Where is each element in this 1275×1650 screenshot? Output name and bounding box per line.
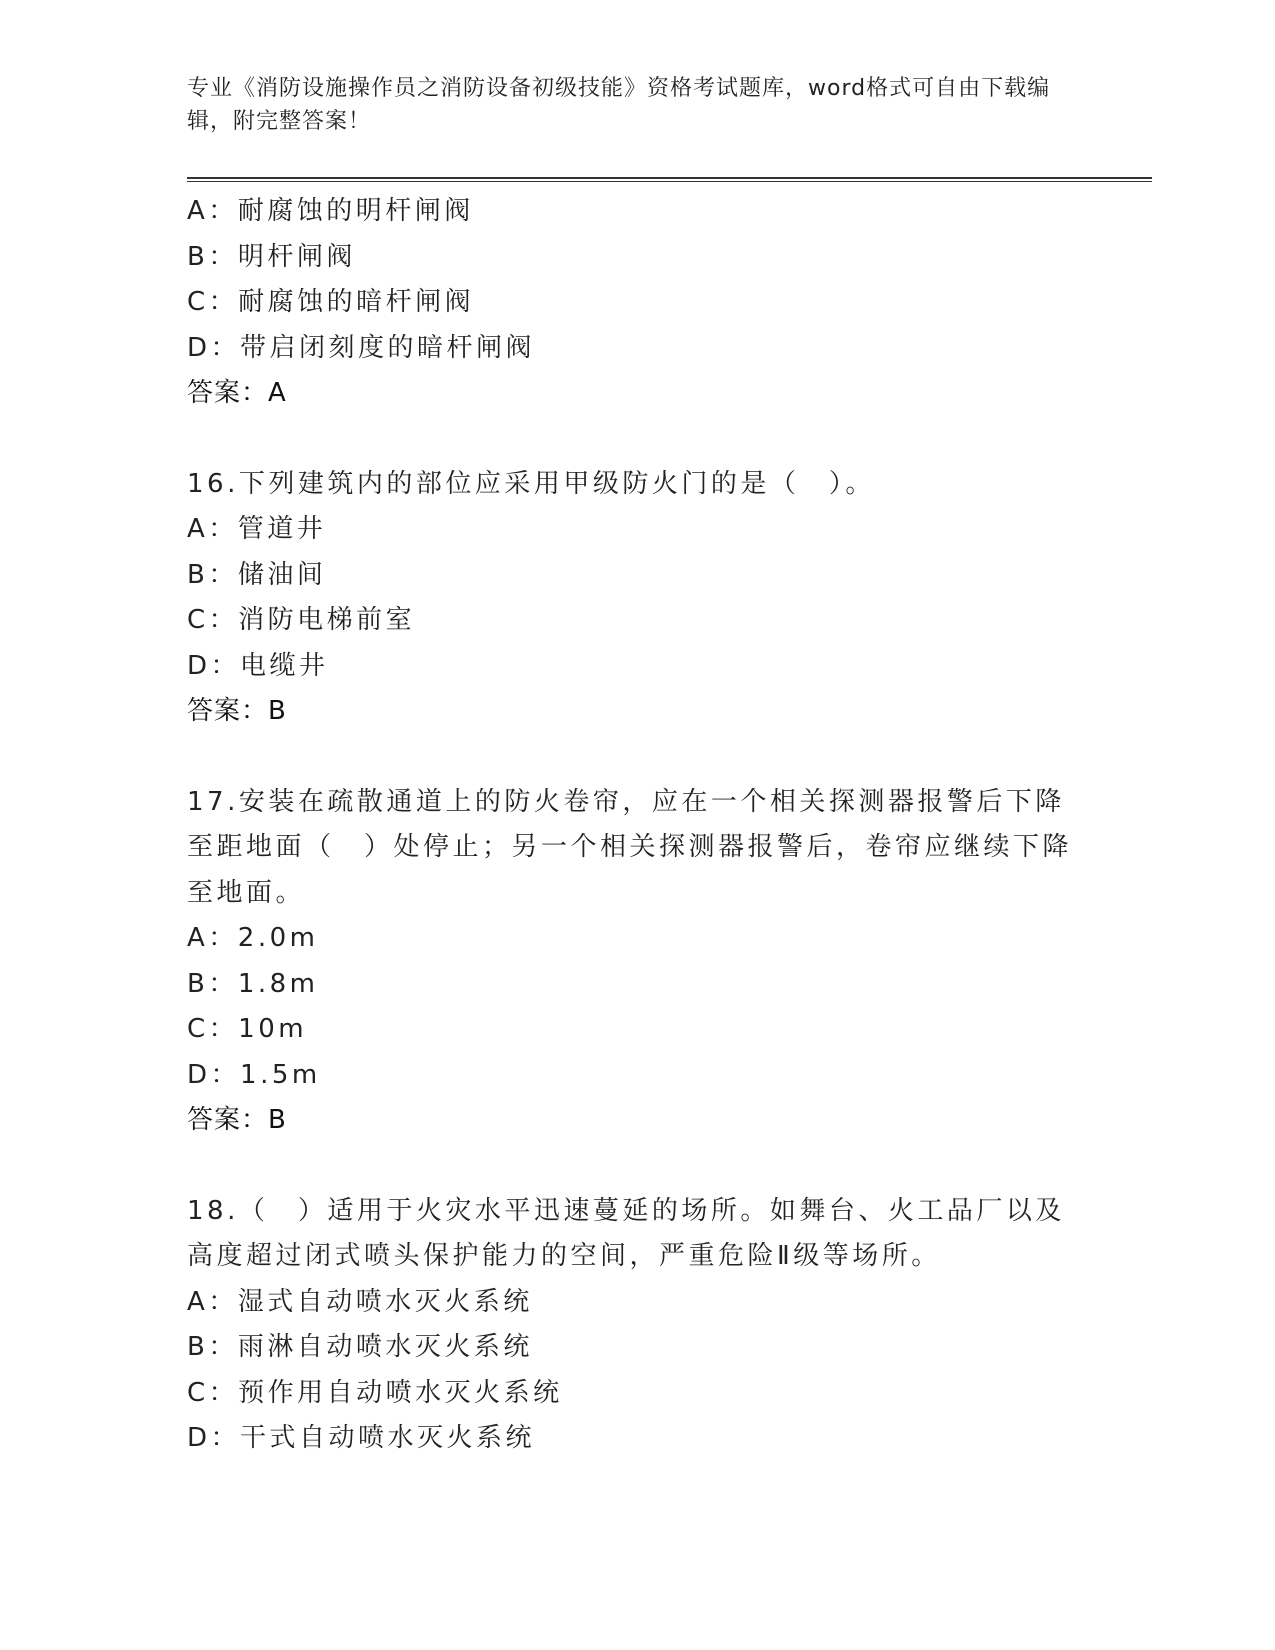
question-stem: 17.安装在疏散通道上的防火卷帘，应在一个相关探测器报警后下降至距地面（ ）处停止；另一个相关探测器报警后，卷帘应继续下降至地面。 bbox=[187, 786, 1073, 908]
option-a: A：2.0m bbox=[187, 923, 319, 953]
option-c: C：预作用自动喷水灭火系统 bbox=[187, 1377, 563, 1408]
option-a: A：湿式自动喷水灭火系统 bbox=[187, 1286, 533, 1317]
option-b: B：明杆闸阀 bbox=[187, 241, 356, 272]
option-d: D：干式自动喷水灭火系统 bbox=[187, 1423, 536, 1453]
option-b: B：储油间 bbox=[187, 559, 327, 590]
option-d: D：1.5m bbox=[187, 1059, 321, 1090]
answer: 答案：B bbox=[187, 696, 287, 726]
option-d: D：电缆井 bbox=[187, 650, 329, 681]
question-content bbox=[187, 189, 1087, 1462]
answer: 答案：B bbox=[187, 1105, 287, 1135]
spacer bbox=[187, 417, 1087, 462]
header-divider-thin bbox=[187, 181, 1152, 182]
option-c: C：耐腐蚀的暗杆闸阀 bbox=[187, 287, 475, 317]
spacer bbox=[187, 1144, 1087, 1189]
document-header: 专业《消防设施操作员之消防设备初级技能》资格考试题库，word格式可自由下载编辑，附完整答案！ bbox=[187, 76, 1051, 134]
option-c: C：10m bbox=[187, 1014, 308, 1044]
spacer bbox=[187, 735, 1087, 780]
option-b: B：1.8m bbox=[187, 968, 319, 999]
question-stem: 16.下列建筑内的部位应采用甲级防火门的是（ ）。 bbox=[187, 468, 875, 499]
question-stem: 18.（ ）适用于火灾水平迅速蔓延的场所。如舞台、火工品厂以及高度超过闭式喷头保护能力的空间，严重危险Ⅱ级等场所。 bbox=[187, 1195, 1065, 1271]
question-15 bbox=[187, 189, 1087, 417]
option-a: A：管道井 bbox=[187, 514, 327, 544]
answer: 答案：A bbox=[187, 378, 287, 408]
option-d: D：带启闭刻度的暗杆闸阀 bbox=[187, 332, 536, 363]
header-divider-thick bbox=[187, 177, 1152, 179]
option-b: B：雨淋自动喷水灭火系统 bbox=[187, 1332, 533, 1362]
question-17 bbox=[187, 780, 1087, 1144]
question-18 bbox=[187, 1189, 1087, 1462]
option-c: C：消防电梯前室 bbox=[187, 605, 416, 635]
option-a: A：耐腐蚀的明杆闸阀 bbox=[187, 196, 474, 226]
question-16 bbox=[187, 462, 1087, 735]
